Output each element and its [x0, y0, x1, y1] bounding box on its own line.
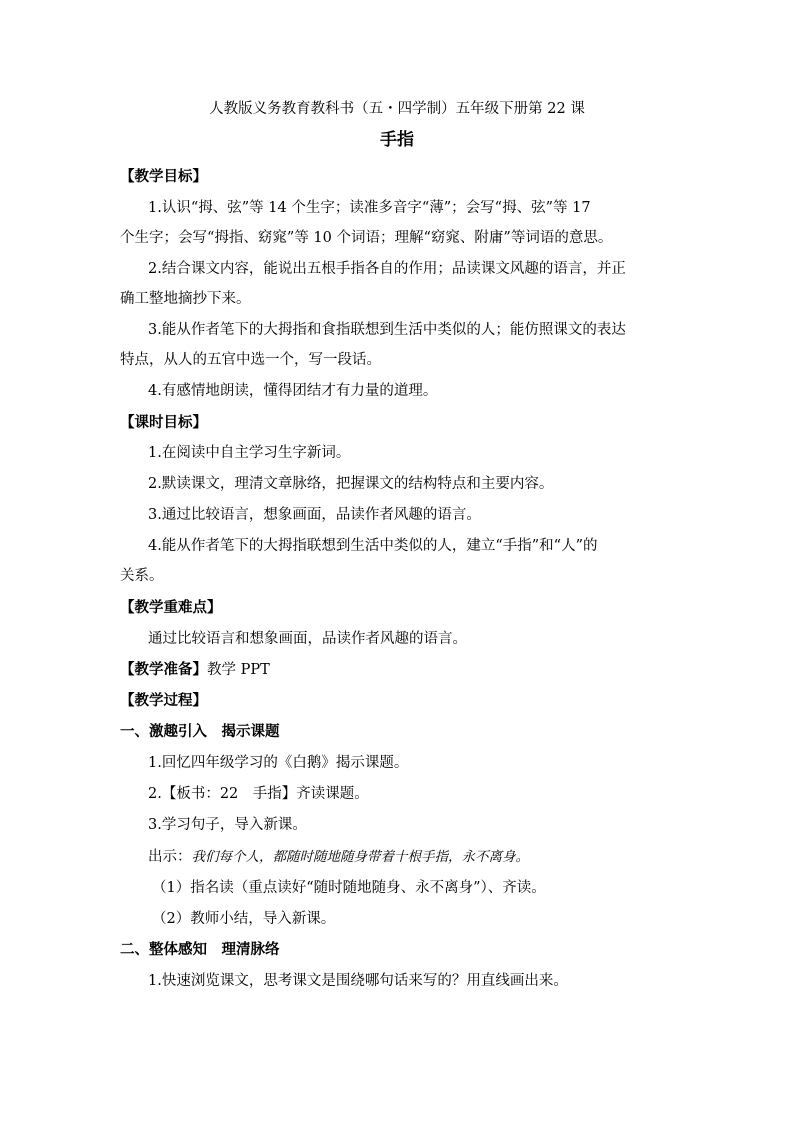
- lesson-goal-line: 1.在阅读中自主学习生字新词。: [148, 445, 351, 461]
- lesson-goal-line: 关系。: [120, 568, 164, 584]
- teaching-goal-line: 确工整地摘抄下来。: [120, 291, 251, 307]
- teaching-goal-line: 个生字；会写“拇指、窈窕”等 10 个词语；理解“窈窕、附庸”等词语的意思。: [120, 230, 613, 246]
- teaching-goal-line: 特点，从人的五官中选一个，写一段话。: [120, 352, 381, 368]
- key-points-heading: 【教学重难点】: [120, 599, 222, 616]
- preparation-line: [120, 660, 680, 680]
- lesson-title: 手指: [380, 130, 414, 150]
- process-heading: 【教学过程】: [120, 692, 207, 709]
- section-title: 二、整体感知 理清脉络: [120, 941, 280, 958]
- teaching-goal-line: 2.结合课文内容，能说出五根手指各自的作用；品读课文风趣的语言，并正: [148, 261, 626, 277]
- lesson-goal-line: 3.通过比较语言，想象画面，品读作者风趣的语言。: [148, 507, 481, 523]
- section-title: 一、激趣引入 揭示课题: [120, 723, 280, 740]
- teaching-goals-heading: 【教学目标】: [120, 168, 207, 185]
- lesson-goal-line: 4.能从作者笔下的大拇指联想到生活中类似的人，建立“手指”和“人”的: [148, 538, 598, 554]
- process-step: 2.【板书：22 手指】齐读课题。: [148, 786, 369, 802]
- show-label: 出示：: [148, 849, 192, 865]
- show-quote: 我们每个人，都随时随地随身带着十根手指，永不离身。: [191, 849, 529, 865]
- show-sentence: [148, 847, 680, 867]
- sub-step: （2）教师小结，导入新课。: [152, 911, 336, 927]
- teaching-goal-line: 4.有感情地朗读，懂得团结才有力量的道理。: [148, 383, 438, 399]
- process-step: 1.回忆四年级学习的《白鹅》揭示课题。: [148, 755, 409, 771]
- teaching-goal-line: 3.能从作者笔下的大拇指和食指联想到生活中类似的人；能仿照课文的表达: [148, 322, 626, 338]
- preparation-text: 教学 PPT: [207, 662, 270, 678]
- lesson-goals-heading: 【课时目标】: [120, 414, 207, 431]
- process-step: 1.快速浏览课文，思考课文是围绕哪句话来写的？用直线画出来。: [148, 973, 568, 989]
- key-points-text: 通过比较语言和想象画面，品读作者风趣的语言。: [148, 631, 467, 647]
- lesson-goal-line: 2.默读课文，理清文章脉络，把握课文的结构特点和主要内容。: [148, 476, 554, 492]
- process-step: 3.学习句子，导入新课。: [148, 817, 307, 833]
- sub-step: （1）指名读（重点读好“随时随地随身、永不离身”）、齐读。: [152, 880, 546, 896]
- preparation-heading: 【教学准备】: [120, 661, 207, 678]
- document-title: 人教版义务教育教科书（五・四学制）五年级下册第 22 课: [209, 101, 585, 117]
- teaching-goal-line: 1.认识“拇、弦”等 14 个生字；读准多音字“薄”；会写“拇、弦”等 17: [148, 200, 591, 216]
